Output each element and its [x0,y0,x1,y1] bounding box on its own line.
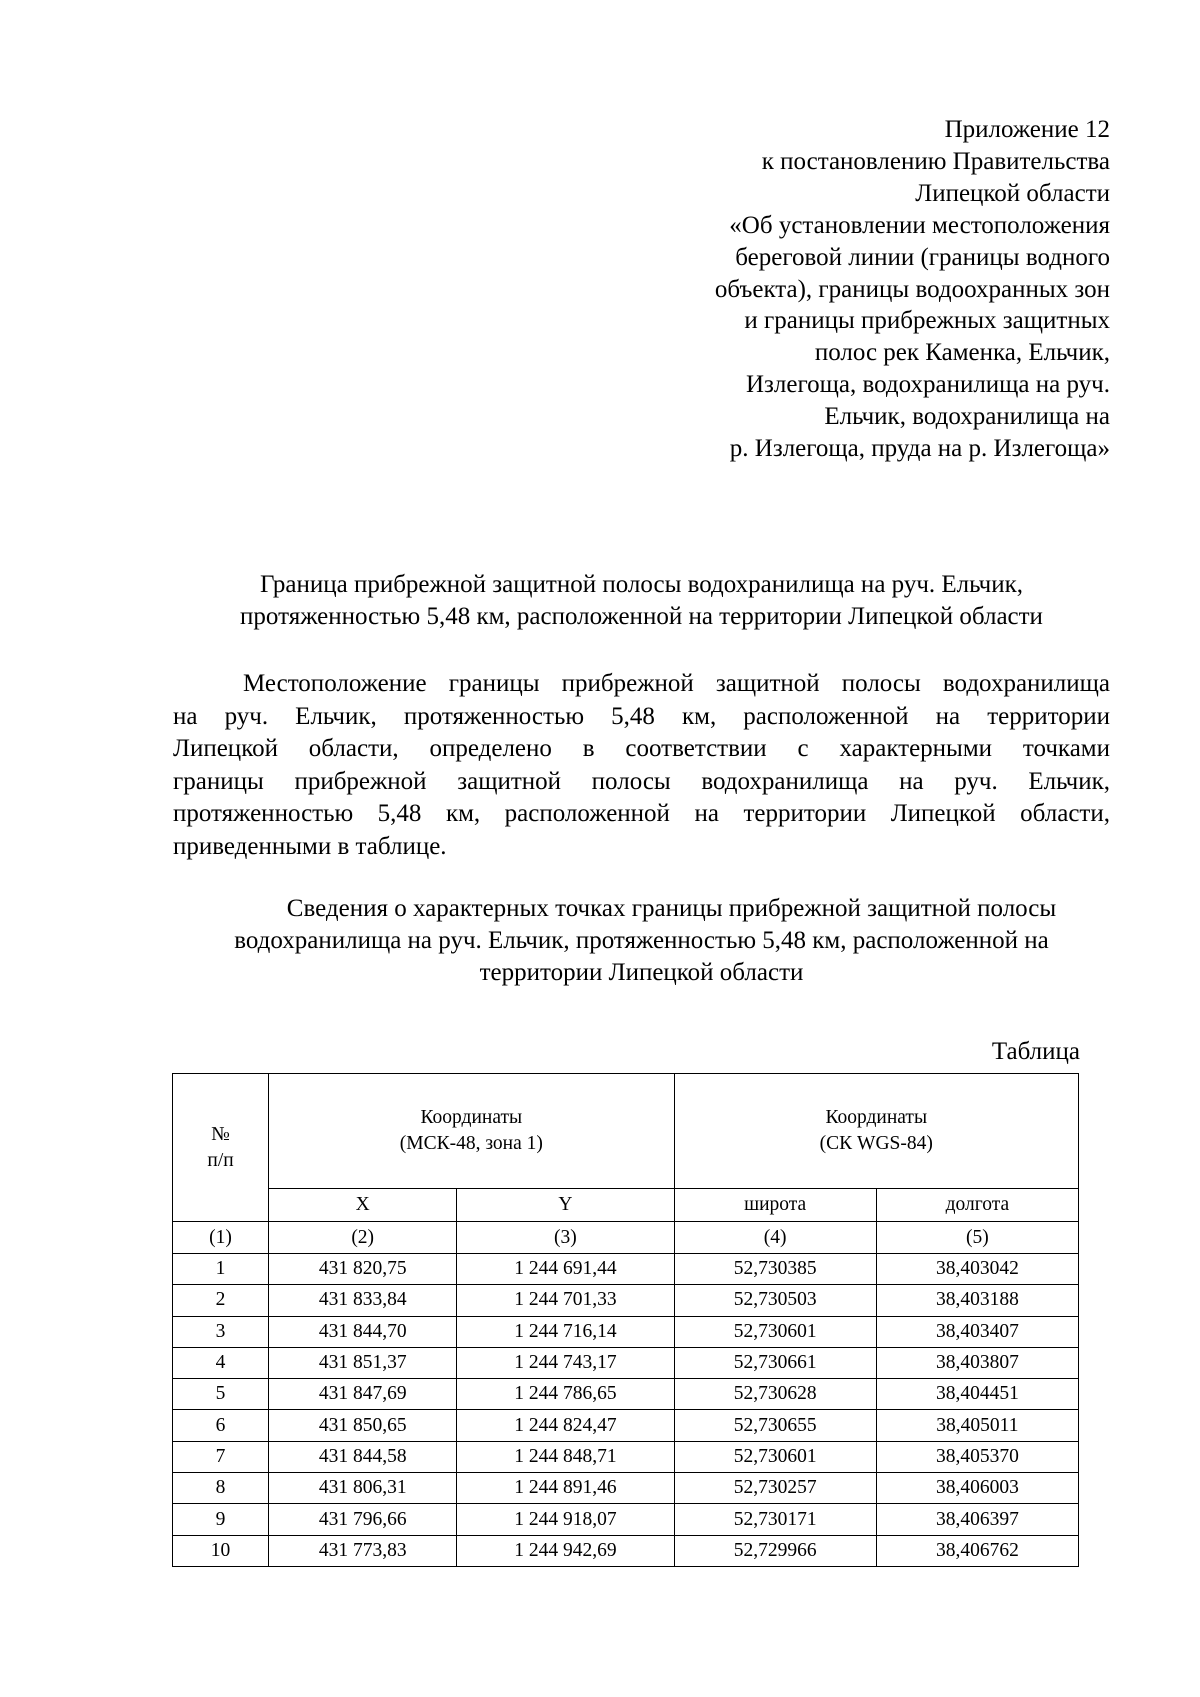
paragraph-line: Липецкой области, определено в соответствии с характерными точками [173,735,1110,762]
paragraph-line: Местоположение границы прибрежной защитной полосы водохранилища [243,670,1110,697]
appendix-line: Приложение 12 [944,116,1110,143]
column-number: (3) [457,1222,674,1254]
paragraph-line: приведенными в таблице. [173,832,447,860]
header-wgs-system: (СК WGS-84) [819,1133,933,1154]
table-row [173,1441,1079,1472]
cell-number: 9 [173,1504,269,1535]
cell-number: 7 [173,1441,269,1472]
table-subheader-row [173,1189,1079,1222]
table-row [173,1535,1079,1566]
header-number-symbol: № [211,1123,230,1145]
appendix-line: Ельчик, водохранилища на [824,403,1110,431]
cell-x: 431 806,31 [269,1473,457,1504]
cell-x: 431 796,66 [269,1504,457,1535]
coordinates-table [172,1073,1079,1567]
caption-line: Сведения о характерных точках границы прибрежной защитной полосы [286,895,1057,922]
table-row [173,1285,1079,1316]
cell-longitude: 38,403407 [876,1316,1078,1347]
paragraph-line: на руч. Ельчик, протяженностью 5,48 км, расположенной на территории [173,702,1110,730]
cell-y: 1 244 942,69 [457,1535,674,1566]
body-paragraph [173,668,1110,863]
appendix-line: р. Излегоща, пруда на р. Излегоща» [729,435,1110,463]
header-number [173,1074,269,1222]
cell-number: 3 [173,1316,269,1347]
cell-x: 431 844,70 [269,1316,457,1347]
header-msk-title: Координаты [420,1107,523,1128]
table-row [173,1254,1079,1285]
cell-y: 1 244 701,33 [457,1285,674,1316]
cell-number: 2 [173,1285,269,1316]
cell-y: 1 244 891,46 [457,1473,674,1504]
cell-longitude: 38,403188 [876,1285,1078,1316]
paragraph-line: границы прибрежной защитной полосы водохранилища на руч. Ельчик, [173,767,1110,795]
cell-number: 5 [173,1379,269,1410]
caption-line: территории Липецкой области [479,959,804,986]
appendix-line: береговой линии (границы водного [735,243,1110,271]
paragraph-line: протяженностью 5,48 км, расположенной на территории Липецкой области, [173,800,1110,827]
cell-x: 431 847,69 [269,1379,457,1410]
header-y: Y [457,1189,674,1222]
cell-x: 431 820,75 [269,1254,457,1285]
cell-number: 4 [173,1347,269,1378]
table-caption [173,893,1110,989]
column-number: (5) [876,1222,1078,1254]
header-msk-coordinates [269,1074,674,1189]
cell-latitude: 52,730601 [674,1316,876,1347]
header-longitude: долгота [876,1189,1078,1222]
cell-number: 1 [173,1254,269,1285]
cell-latitude: 52,730503 [674,1285,876,1316]
column-number: (4) [674,1222,876,1254]
cell-latitude: 52,730171 [674,1504,876,1535]
table-row [173,1473,1079,1504]
header-msk-system: (МСК-48, зона 1) [399,1133,543,1154]
cell-y: 1 244 716,14 [457,1316,674,1347]
table-row [173,1504,1079,1535]
cell-latitude: 52,730385 [674,1254,876,1285]
column-number: (1) [173,1222,269,1254]
cell-x: 431 833,84 [269,1285,457,1316]
cell-x: 431 773,83 [269,1535,457,1566]
appendix-header [550,114,1110,465]
appendix-line: «Об установлении местоположения [729,211,1110,239]
cell-longitude: 38,403807 [876,1347,1078,1378]
cell-longitude: 38,404451 [876,1379,1078,1410]
cell-latitude: 52,730601 [674,1441,876,1472]
cell-longitude: 38,403042 [876,1254,1078,1285]
column-number-row [173,1222,1079,1254]
cell-number: 8 [173,1473,269,1504]
cell-x: 431 851,37 [269,1347,457,1378]
title-line: протяженностью 5,48 км, расположенной на территории Липецкой области [240,603,1043,630]
cell-y: 1 244 786,65 [457,1379,674,1410]
document-title [173,569,1110,633]
header-wgs-title: Координаты [825,1107,928,1128]
cell-y: 1 244 743,17 [457,1347,674,1378]
header-number-abbr: п/п [207,1149,234,1171]
cell-longitude: 38,406397 [876,1504,1078,1535]
cell-latitude: 52,730628 [674,1379,876,1410]
cell-longitude: 38,405011 [876,1410,1078,1441]
cell-x: 431 850,65 [269,1410,457,1441]
cell-latitude: 52,730257 [674,1473,876,1504]
column-number: (2) [269,1222,457,1254]
cell-latitude: 52,730655 [674,1410,876,1441]
table-label: Таблица [991,1038,1080,1065]
cell-longitude: 38,405370 [876,1441,1078,1472]
table-row [173,1316,1079,1347]
cell-y: 1 244 848,71 [457,1441,674,1472]
cell-longitude: 38,406762 [876,1535,1078,1566]
appendix-line: объекта), границы водоохранных зон [714,275,1110,303]
appendix-line: полос рек Каменка, Ельчик, [814,339,1110,367]
table-row [173,1347,1079,1378]
table-row [173,1379,1079,1410]
appendix-line: Липецкой области [915,179,1110,207]
table-row [173,1410,1079,1441]
table-header-row [173,1074,1079,1189]
cell-latitude: 52,729966 [674,1535,876,1566]
appendix-line: Излегоща, водохранилища на руч. [745,371,1110,399]
appendix-line: и границы прибрежных защитных [744,307,1110,335]
header-latitude: широта [674,1189,876,1222]
cell-y: 1 244 918,07 [457,1504,674,1535]
caption-line: водохранилища на руч. Ельчик, протяженностью 5,48 км, расположенной на [234,927,1049,954]
cell-number: 10 [173,1535,269,1566]
title-line: Граница прибрежной защитной полосы водохранилища на руч. Ельчик, [259,571,1023,598]
cell-y: 1 244 691,44 [457,1254,674,1285]
cell-longitude: 38,406003 [876,1473,1078,1504]
cell-number: 6 [173,1410,269,1441]
appendix-line: к постановлению Правительства [761,147,1110,175]
cell-y: 1 244 824,47 [457,1410,674,1441]
cell-x: 431 844,58 [269,1441,457,1472]
header-wgs-coordinates [674,1074,1078,1189]
cell-latitude: 52,730661 [674,1347,876,1378]
header-x: X [269,1189,457,1222]
